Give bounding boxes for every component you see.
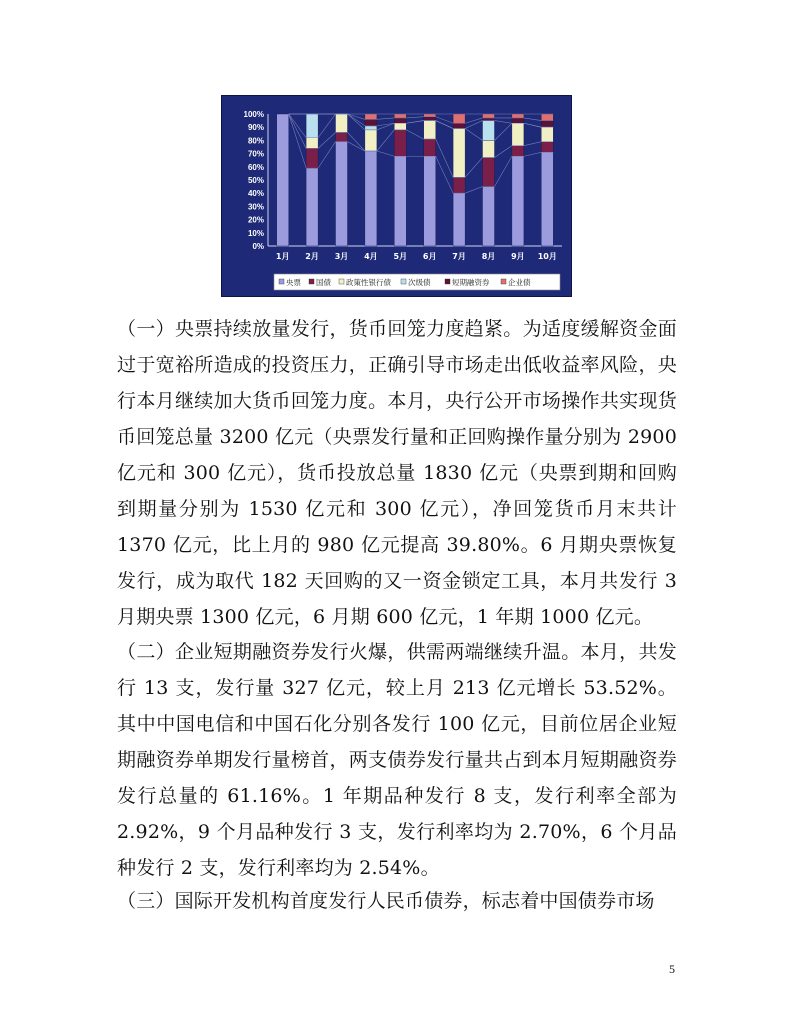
bar-segment: [306, 138, 318, 149]
legend-swatch: [401, 279, 406, 284]
bar-segment: [453, 123, 465, 128]
bar-segment: [541, 114, 553, 121]
legend-label: 政策性银行债: [346, 278, 391, 287]
bar-segment: [365, 151, 377, 246]
bar-segment: [512, 146, 524, 157]
bar-segment: [394, 114, 406, 118]
stacked-bar-chart: [221, 95, 572, 297]
bar-segment: [365, 126, 377, 130]
bar-segment: [394, 123, 406, 130]
y-tick-label: 70%: [247, 149, 264, 159]
bar-segment: [365, 119, 377, 126]
bar-segment: [541, 152, 553, 246]
bar-segment: [541, 121, 553, 128]
bar-segment: [512, 123, 524, 145]
bar-segment: [512, 114, 524, 118]
legend-label: 企业债: [508, 278, 531, 287]
bar-segment: [424, 114, 436, 117]
x-tick-label: 8月: [481, 252, 496, 261]
x-tick-label: 1月: [275, 252, 290, 261]
page-number: 5: [669, 962, 675, 976]
bar-segment: [306, 148, 318, 168]
y-tick-label: 60%: [247, 162, 264, 172]
legend-label: 央票: [286, 278, 301, 287]
bar-segment: [483, 158, 495, 187]
y-tick-label: 100%: [243, 110, 264, 119]
x-tick-label: 2月: [305, 252, 319, 261]
y-tick-label: 90%: [247, 123, 264, 133]
bar-segment: [483, 114, 495, 118]
legend-label: 短期融资券: [452, 278, 490, 287]
x-tick-label: 5月: [393, 252, 408, 261]
bar-segment: [277, 114, 289, 246]
bar-segment: [453, 129, 465, 178]
legend-swatch: [309, 279, 314, 284]
legend-label: 次级债: [408, 278, 431, 287]
paragraph-central-bank-bills: （一）央票持续放量发行，货币回笼力度趋紧。为适度缓解资金面过于宽裕所造成的投资压力，正确引导市场走出低收益率风险，央行本月继续加大货币回笼力度。本月，央行公开市场操作共实现货币回笼总量 3200 亿元（央票发行量和正回购操作量分别为 2900 亿元和 300 亿元），货币投放总量 1830 亿元（央票到期和回购到期量分别为 1530 亿元和 300 亿元），净回笼货币月末共计 1370 亿元，比上月的 980 亿元提高 39.80%。6 月期央票恢复发行，成为取代 182 天回购的又一资金锁定工具，本月共发行 3 月期央票 1300 亿元，6 月期 600 亿元，1 年期 1000 亿元。: [117, 318, 677, 628]
legend-swatch: [279, 279, 284, 284]
bar-segment: [394, 130, 406, 156]
bar-segment: [424, 121, 436, 139]
bar-segment: [512, 118, 524, 123]
bar-segment: [424, 156, 436, 246]
bar-segment: [306, 114, 318, 138]
chart-canvas: [222, 96, 571, 296]
bar-segment: [306, 168, 318, 246]
legend-swatch: [501, 279, 506, 284]
bar-segment: [483, 118, 495, 121]
paragraph-short-term-financing: （二）企业短期融资券发行火爆，供需两端继续升温。本月，共发行 13 支，发行量 327 亿元，较上月 213 亿元增长 53.52%。其中中国电信和中国石化分别各发行 100 亿元，目前位居企业短期融资券单期发行量榜首，两支债券发行量共占到本月短期融资券发行总量的 61.16%。1 年期品种发行 8 支，发行利率全部为 2.92%，9 个月品种发行 3 支，发行利率均为 2.70%，6 个月品种发行 2 支，发行利率均为 2.54%。: [117, 641, 677, 879]
bar-segment: [483, 121, 495, 141]
bar-segment: [424, 117, 436, 121]
bar-segment: [394, 156, 406, 246]
x-tick-label: 6月: [422, 252, 437, 261]
y-tick-label: 50%: [247, 176, 264, 185]
bar-segment: [424, 139, 436, 156]
bar-segment: [541, 127, 553, 142]
bar-segment: [483, 140, 495, 157]
bar-segment: [336, 142, 348, 246]
bar-segment: [483, 187, 495, 246]
y-tick-label: 80%: [247, 136, 264, 146]
x-tick-label: 10月: [537, 252, 557, 261]
legend-swatch: [445, 279, 450, 284]
bar-segment: [512, 156, 524, 246]
x-tick-label: 7月: [452, 252, 466, 261]
bar-segment: [365, 130, 377, 151]
x-tick-label: 3月: [334, 252, 349, 261]
x-tick-label: 9月: [511, 252, 525, 261]
y-tick-label: 0%: [252, 242, 264, 251]
bar-segment: [453, 177, 465, 193]
y-tick-label: 40%: [247, 189, 264, 199]
bar-segment: [453, 193, 465, 246]
bar-segment: [336, 132, 348, 141]
legend-swatch: [339, 279, 344, 284]
y-tick-label: 10%: [247, 228, 264, 238]
y-tick-label: 30%: [247, 202, 264, 212]
bar-segment: [365, 114, 377, 119]
bar-segment: [336, 114, 348, 132]
x-tick-label: 4月: [364, 252, 378, 261]
bar-segment: [394, 118, 406, 123]
legend-label: 国债: [316, 278, 331, 287]
bar-segment: [541, 142, 553, 153]
paragraph-international-institutions: （三）国际开发机构首度发行人民币债券，标志着中国债券市场: [117, 890, 655, 912]
y-tick-label: 20%: [247, 215, 264, 225]
bar-segment: [453, 114, 465, 123]
